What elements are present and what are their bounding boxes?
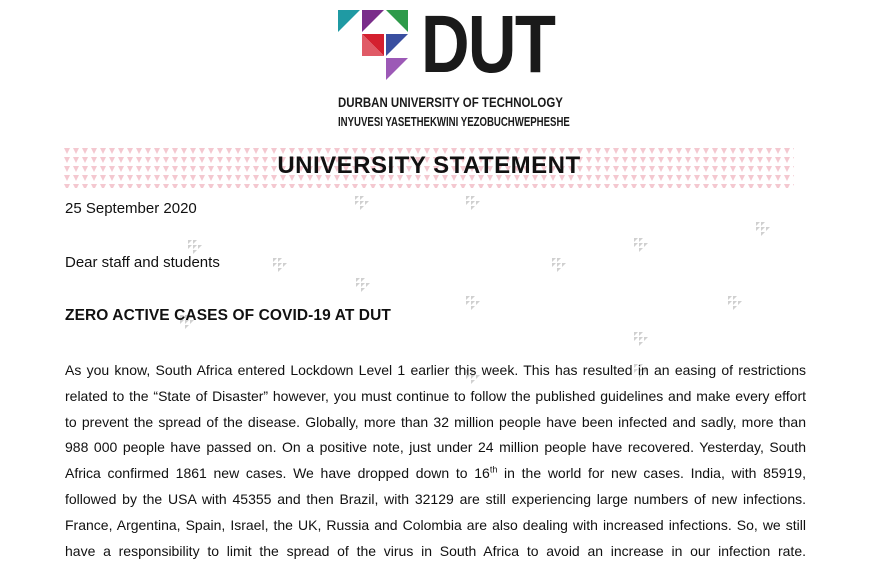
banner-pattern-triangle: [658, 184, 664, 188]
banner-pattern-triangle: [496, 184, 502, 188]
statement-body: [65, 358, 806, 564]
banner-pattern-triangle: [298, 184, 304, 188]
body-line: France, Argentina, Spain, Israel, the UK, Russia and Colombia are also dealing with increased infections. So, we still: [65, 516, 806, 533]
banner-pattern-triangle: [181, 184, 187, 188]
statement-banner: [64, 146, 794, 188]
banner-pattern-triangle: [523, 184, 529, 188]
banner-pattern-triangle: [469, 184, 475, 188]
banner-pattern-triangle: [505, 184, 511, 188]
banner-pattern-triangle: [244, 184, 250, 188]
banner-pattern-triangle: [415, 184, 421, 188]
banner-pattern-triangle: [253, 184, 259, 188]
banner-pattern-triangle: [730, 184, 736, 188]
dut-triangle-mark-icon: [338, 10, 410, 82]
banner-pattern-triangle: [82, 184, 88, 188]
banner-pattern-triangle: [766, 184, 772, 188]
body-line: to prevent the spread of the disease. Globally, more than 32 million people have been infected and sadly, more than: [65, 413, 806, 430]
banner-pattern-triangle: [379, 184, 385, 188]
banner-pattern-triangle: [136, 184, 142, 188]
triangle-grid-icon: [355, 196, 371, 212]
body-line: followed by the USA with 45355 and then Brazil, with 32129 are still experiencing large numbers of new infections.: [65, 490, 806, 507]
banner-pattern-triangle: [460, 184, 466, 188]
banner-pattern-triangle: [514, 184, 520, 188]
banner-pattern-triangle: [397, 184, 403, 188]
banner-pattern-triangle: [595, 184, 601, 188]
banner-pattern-triangle: [793, 184, 794, 188]
banner-pattern-triangle: [217, 184, 223, 188]
banner-pattern-triangle: [127, 184, 133, 188]
banner-pattern-triangle: [352, 184, 358, 188]
banner-pattern-triangle: [721, 184, 727, 188]
triangle-grid-icon: [552, 258, 568, 274]
banner-pattern-triangle: [631, 184, 637, 188]
banner-pattern-triangle: [532, 184, 538, 188]
triangle-grid-icon: [273, 258, 289, 274]
banner-pattern-triangle: [604, 184, 610, 188]
banner-pattern-triangle: [289, 184, 295, 188]
banner-pattern-triangle: [739, 184, 745, 188]
body-line: [65, 461, 806, 487]
banner-pattern-triangle: [577, 184, 583, 188]
banner-pattern-triangle: [118, 184, 124, 188]
body-line: As you know, South Africa entered Lockdown Level 1 earlier this week. This has resulted in an easing of restrictions: [65, 362, 806, 378]
triangle-grid-icon: [466, 196, 482, 212]
banner-pattern-triangle: [478, 184, 484, 188]
banner-pattern-triangle: [316, 184, 322, 188]
body-line-part: in the world for new cases. India, with 85919,: [497, 465, 806, 482]
banner-pattern-triangle: [388, 184, 394, 188]
university-name-english: DURBAN UNIVERSITY OF TECHNOLOGY: [338, 94, 563, 110]
banner-pattern-triangle: [640, 184, 646, 188]
banner-pattern-triangle: [424, 184, 430, 188]
banner-pattern-triangle: [271, 184, 277, 188]
banner-pattern-triangle: [541, 184, 547, 188]
banner-pattern-triangle: [712, 184, 718, 188]
banner-pattern-triangle: [568, 184, 574, 188]
banner-pattern-triangle: [757, 184, 763, 188]
banner-pattern-triangle: [694, 184, 700, 188]
banner-pattern-triangle: [334, 184, 340, 188]
banner-pattern-triangle: [361, 184, 367, 188]
banner-pattern-triangle: [586, 184, 592, 188]
page-title: UNIVERSITY STATEMENT: [277, 152, 581, 179]
banner-pattern-triangle: [613, 184, 619, 188]
banner-pattern-triangle: [307, 184, 313, 188]
banner-pattern-triangle: [370, 184, 376, 188]
banner-pattern-triangle: [343, 184, 349, 188]
banner-pattern-triangle: [685, 184, 691, 188]
banner-pattern-triangle: [667, 184, 673, 188]
triangle-grid-icon: [728, 296, 744, 312]
triangle-grid-icon: [634, 332, 650, 348]
body-line: 988 000 people have passed on. On a positive note, just under 24 million people have recovered. Yesterday, South: [65, 439, 806, 456]
banner-pattern-triangle: [487, 184, 493, 188]
ordinal-suffix: th: [489, 464, 498, 475]
banner-pattern-triangle: [154, 184, 160, 188]
university-logo: [338, 0, 570, 130]
banner-pattern-triangle: [172, 184, 178, 188]
banner-pattern-triangle: [145, 184, 151, 188]
body-line: have a responsibility to limit the spread of the virus in South Africa to avoid an increase in our infection rate.: [65, 542, 806, 559]
body-line-part: Africa confirmed 1861 new cases. We have dropped down to 16: [65, 465, 490, 482]
triangle-grid-icon: [356, 278, 372, 294]
banner-pattern-triangle: [703, 184, 709, 188]
banner-pattern-triangle: [325, 184, 331, 188]
banner-pattern-triangle: [199, 184, 205, 188]
banner-pattern-triangle: [649, 184, 655, 188]
banner-pattern-triangle: [100, 184, 106, 188]
statement-date: 25 September 2020: [65, 200, 197, 217]
banner-pattern-triangle: [676, 184, 682, 188]
banner-pattern-triangle: [280, 184, 286, 188]
banner-pattern-triangle: [784, 184, 790, 188]
banner-pattern-triangle: [406, 184, 412, 188]
statement-heading: ZERO ACTIVE CASES OF COVID-19 AT DUT: [65, 307, 391, 324]
banner-pattern-triangle: [442, 184, 448, 188]
university-name-zulu: INYUVESI YASETHEKWINI YEZOBUCHWEPHESHE: [338, 114, 570, 129]
banner-pattern-triangle: [226, 184, 232, 188]
banner-pattern-triangle: [262, 184, 268, 188]
banner-pattern-triangle: [622, 184, 628, 188]
banner-pattern-triangle: [208, 184, 214, 188]
banner-pattern-triangle: [91, 184, 97, 188]
banner-pattern-triangle: [64, 184, 70, 188]
banner-pattern-triangle: [451, 184, 457, 188]
triangle-grid-icon: [466, 296, 482, 312]
body-line: related to the “State of Disaster” however, you must continue to follow the published guidelines and make every effort: [65, 387, 806, 404]
banner-pattern-triangle: [775, 184, 781, 188]
triangle-grid-icon: [634, 238, 650, 254]
banner-pattern-triangle: [190, 184, 196, 188]
banner-pattern-triangle: [235, 184, 241, 188]
banner-pattern-triangle: [163, 184, 169, 188]
banner-pattern-triangle: [433, 184, 439, 188]
triangle-grid-icon: [756, 222, 772, 238]
banner-pattern-triangle: [73, 184, 79, 188]
banner-pattern-triangle: [559, 184, 565, 188]
salutation: Dear staff and students: [65, 254, 220, 271]
logo-wordmark: DUT: [421, 0, 555, 90]
banner-pattern-triangle: [109, 184, 115, 188]
banner-pattern-triangle: [748, 184, 754, 188]
banner-pattern-triangle: [550, 184, 556, 188]
